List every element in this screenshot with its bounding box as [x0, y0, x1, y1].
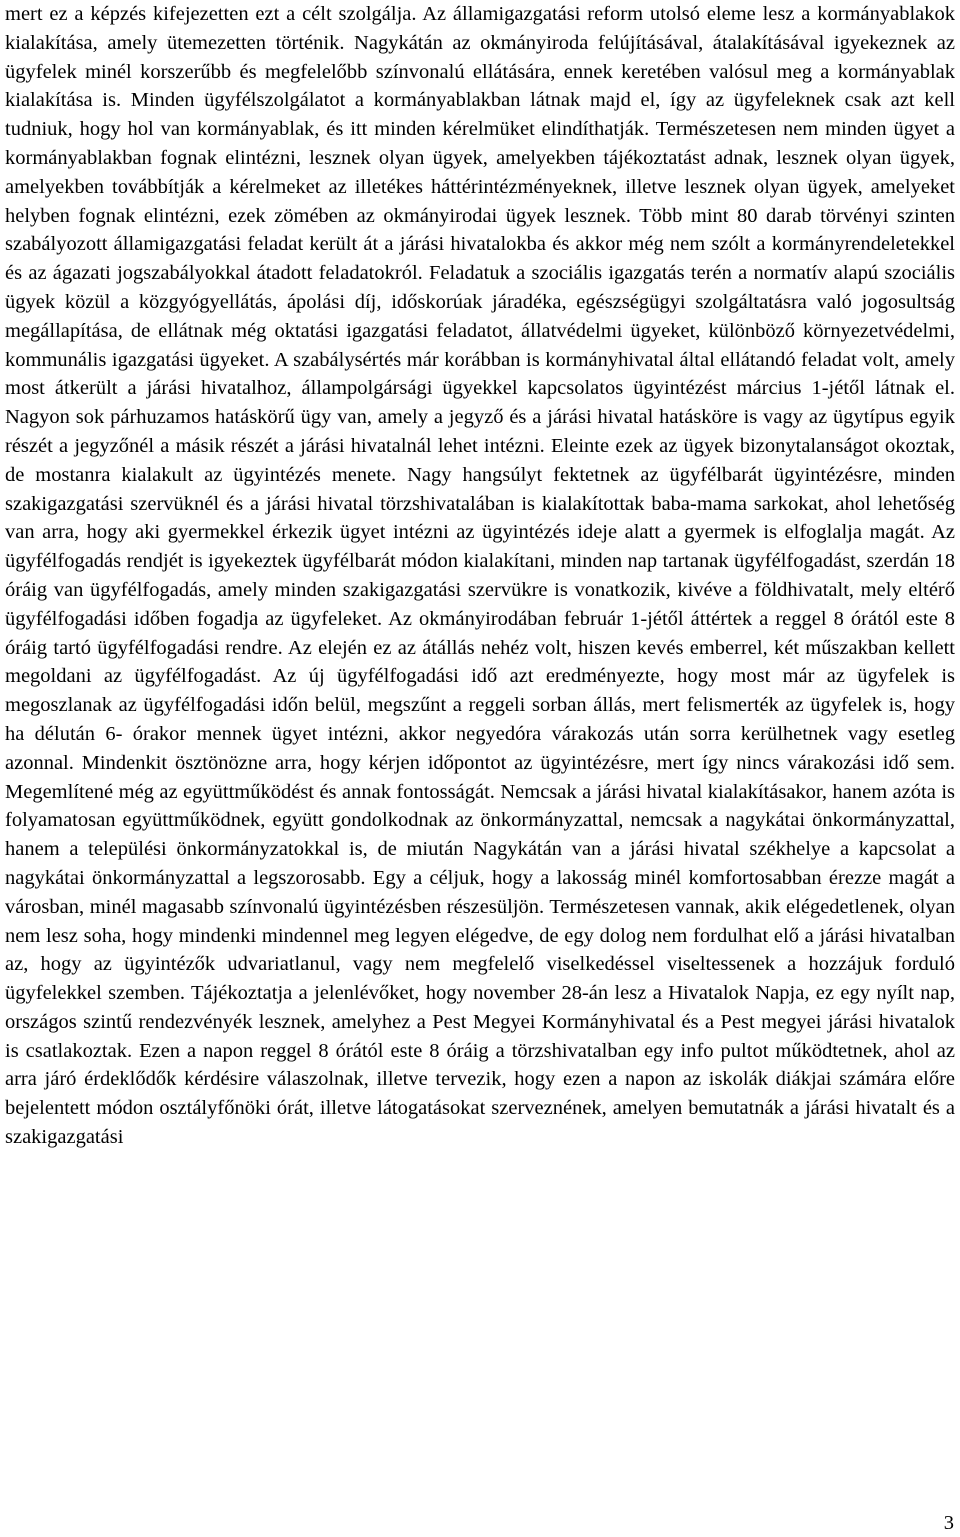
- body-paragraph: mert ez a képzés kifejezetten ezt a célt szolgálja. Az államigazgatási reform utolsó eleme lesz a kormányablakok kialakítása, amely ütemezetten történik. Nagykátán az okmányiroda felújításával, átalakításával igyekeznek az ügyfelek minél korszerűbb és megfelelőbb színvonalú ellátására, ennek keretében valósul meg a kormányablak kialakítása is. Minden ügyfélszolgálatot a kormányablakban látnak majd el, így az ügyfeleknek csak azt kell tudniuk, hogy hol van kormányablak, és itt minden kérelmüket elindíthatják. Természetesen nem minden ügyet a kormányablakban fognak elintézni, lesznek olyan ügyek, amelyekben tájékoztatást adnak, lesznek olyan ügyek, amelyekben továbbítják a kérelmeket az illetékes háttérintézményeknek, illetve lesznek olyan ügyek, amelyeket helyben fognak elintézni, ezek zömében az okmányirodai ügyek lesznek. Több mint 80 darab törvényi szinten szabályozott államigazgatási feladat került át a járási hivatalokba és akkor még nem szólt a kormányrendeletekkel és az ágazati jogszabályokkal átadott feladatokról. Feladatuk a szociális igazgatás terén a normatív alapú szociális ügyek közül a közgyógyellátás, ápolási díj, időskorúak járadéka, egészségügyi szolgáltatásra való jogosultság megállapítása, de ellátnak még oktatási igazgatási feladatot, állatvédelmi ügyeket, különböző környezetvédelmi, kommunális igazgatási ügyeket. A szabálysértés már korábban is kormányhivatal által ellátandó feladat volt, amely most átkerült a járási hivatalhoz, állampolgársági ügyekkel kapcsolatos ügyintézést március 1-jétől látnak el. Nagyon sok párhuzamos hatáskörű ügy van, amely a jegyző és a járási hivatal hatásköre is vagy az ügytípus egyik részét a jegyzőnél a másik részét a járási hivatalnál lehet intézni. Eleinte ezek az ügyek bizonytalanságot okoztak, de mostanra kialakult az ügyintézés menete. Nagy hangsúlyt fektetnek az ügyfélbarát ügyintézésre, minden szakigazgatási szervüknél és a járási hivatal törzshivatalában is kialakítottak baba-mama sarkokat, ahol lehetőség van arra, hogy aki gyermekkel érkezik ügyet intézni az ügyintézés ideje alatt a gyermek is elfoglalja magát. Az ügyfélfogadás rendjét is igyekeztek ügyfélbarát módon kialakítani, minden nap tartanak ügyfélfogadást, szerdán 18 óráig van ügyfélfogadás, amely minden szakigazgatási szervükre is vonatkozik, kivéve a földhivatalt, mely eltérő ügyfélfogadási időben fogadja az ügyfeleket. Az okmányirodában február 1-jétől áttértek a reggel 8 órától este 8 óráig tartó ügyfélfogadási rendre. Az elején ez az átállás nehéz volt, hiszen kevés emberrel, két műszakban kellett megoldani az ügyfélfogadást. Az új ügyfélfogadási idő azt eredményezte, hogy most már az ügyfelek is megoszlanak az ügyfélfogadási időn belül, megszűnt a reggeli sorban állás, mert felismerték az ügyfelek is, hogy ha délután 6- órakor mennek ügyet intézni, akkor negyedóra várakozás után sorra kerülhetnek vagy esetleg azonnal. Mindenkit ösztönözne arra, hogy kérjen időpontot az ügyintézésre, mert így nincs várakozási idő sem. Megemlítené még az együttműködést és annak fontosságát. Nemcsak a járási hivatal kialakításakor, hanem azóta is folyamatosan együttműködnek, együtt gondolkodnak az önkormányzattal, nemcsak a nagykátai önkormányzattal, hanem a települési önkormányzatokkal is, de miután Nagykátán van a járási hivatal székhelye a kapcsolat a nagykátai önkormányzattal a legszorosabb. Egy a céljuk, hogy a lakosság minél komfortosabban érezze magát a városban, minél magasabb színvonalú ügyintézésben részesüljön. Természetesen vannak, akik elégedetlenek, olyan nem lesz soha, hogy mindenki mindennel meg legyen elégedve, de egy dolog nem fordulhat elő a járási hivatalban az, hogy az ügyintézők udvariatlanul, vagy nem megfelelő viselkedéssel viseltessenek a hozzájuk forduló ügyfelekkel szemben. Tájékoztatja a jelenlévőket, hogy november 28-án lesz a Hivatalok Napja, ez egy nyílt nap, országos szintű rendezvényék lesznek, amelyhez a Pest Megyei Kormányhivatal és a Pest megyei járási hivatalok is csatlakoztak. Ezen a napon reggel 8 órától este 8 óráig a törzshivatalban egy info pultot működtetnek, ahol az arra járó érdeklődők kérdésire válaszolnak, illetve tervezik, hogy ezen a napon az iskolák diákjai számára előre bejelentett módon osztályfőnöki órát, illetve látogatásokat szerveznének, amelyen bemutatnák a járási hivatalt és a szakigazgatási: [5, 3, 955, 1149]
- document-page: [5, 0, 955, 1152]
- page-number: 3: [943, 1512, 954, 1534]
